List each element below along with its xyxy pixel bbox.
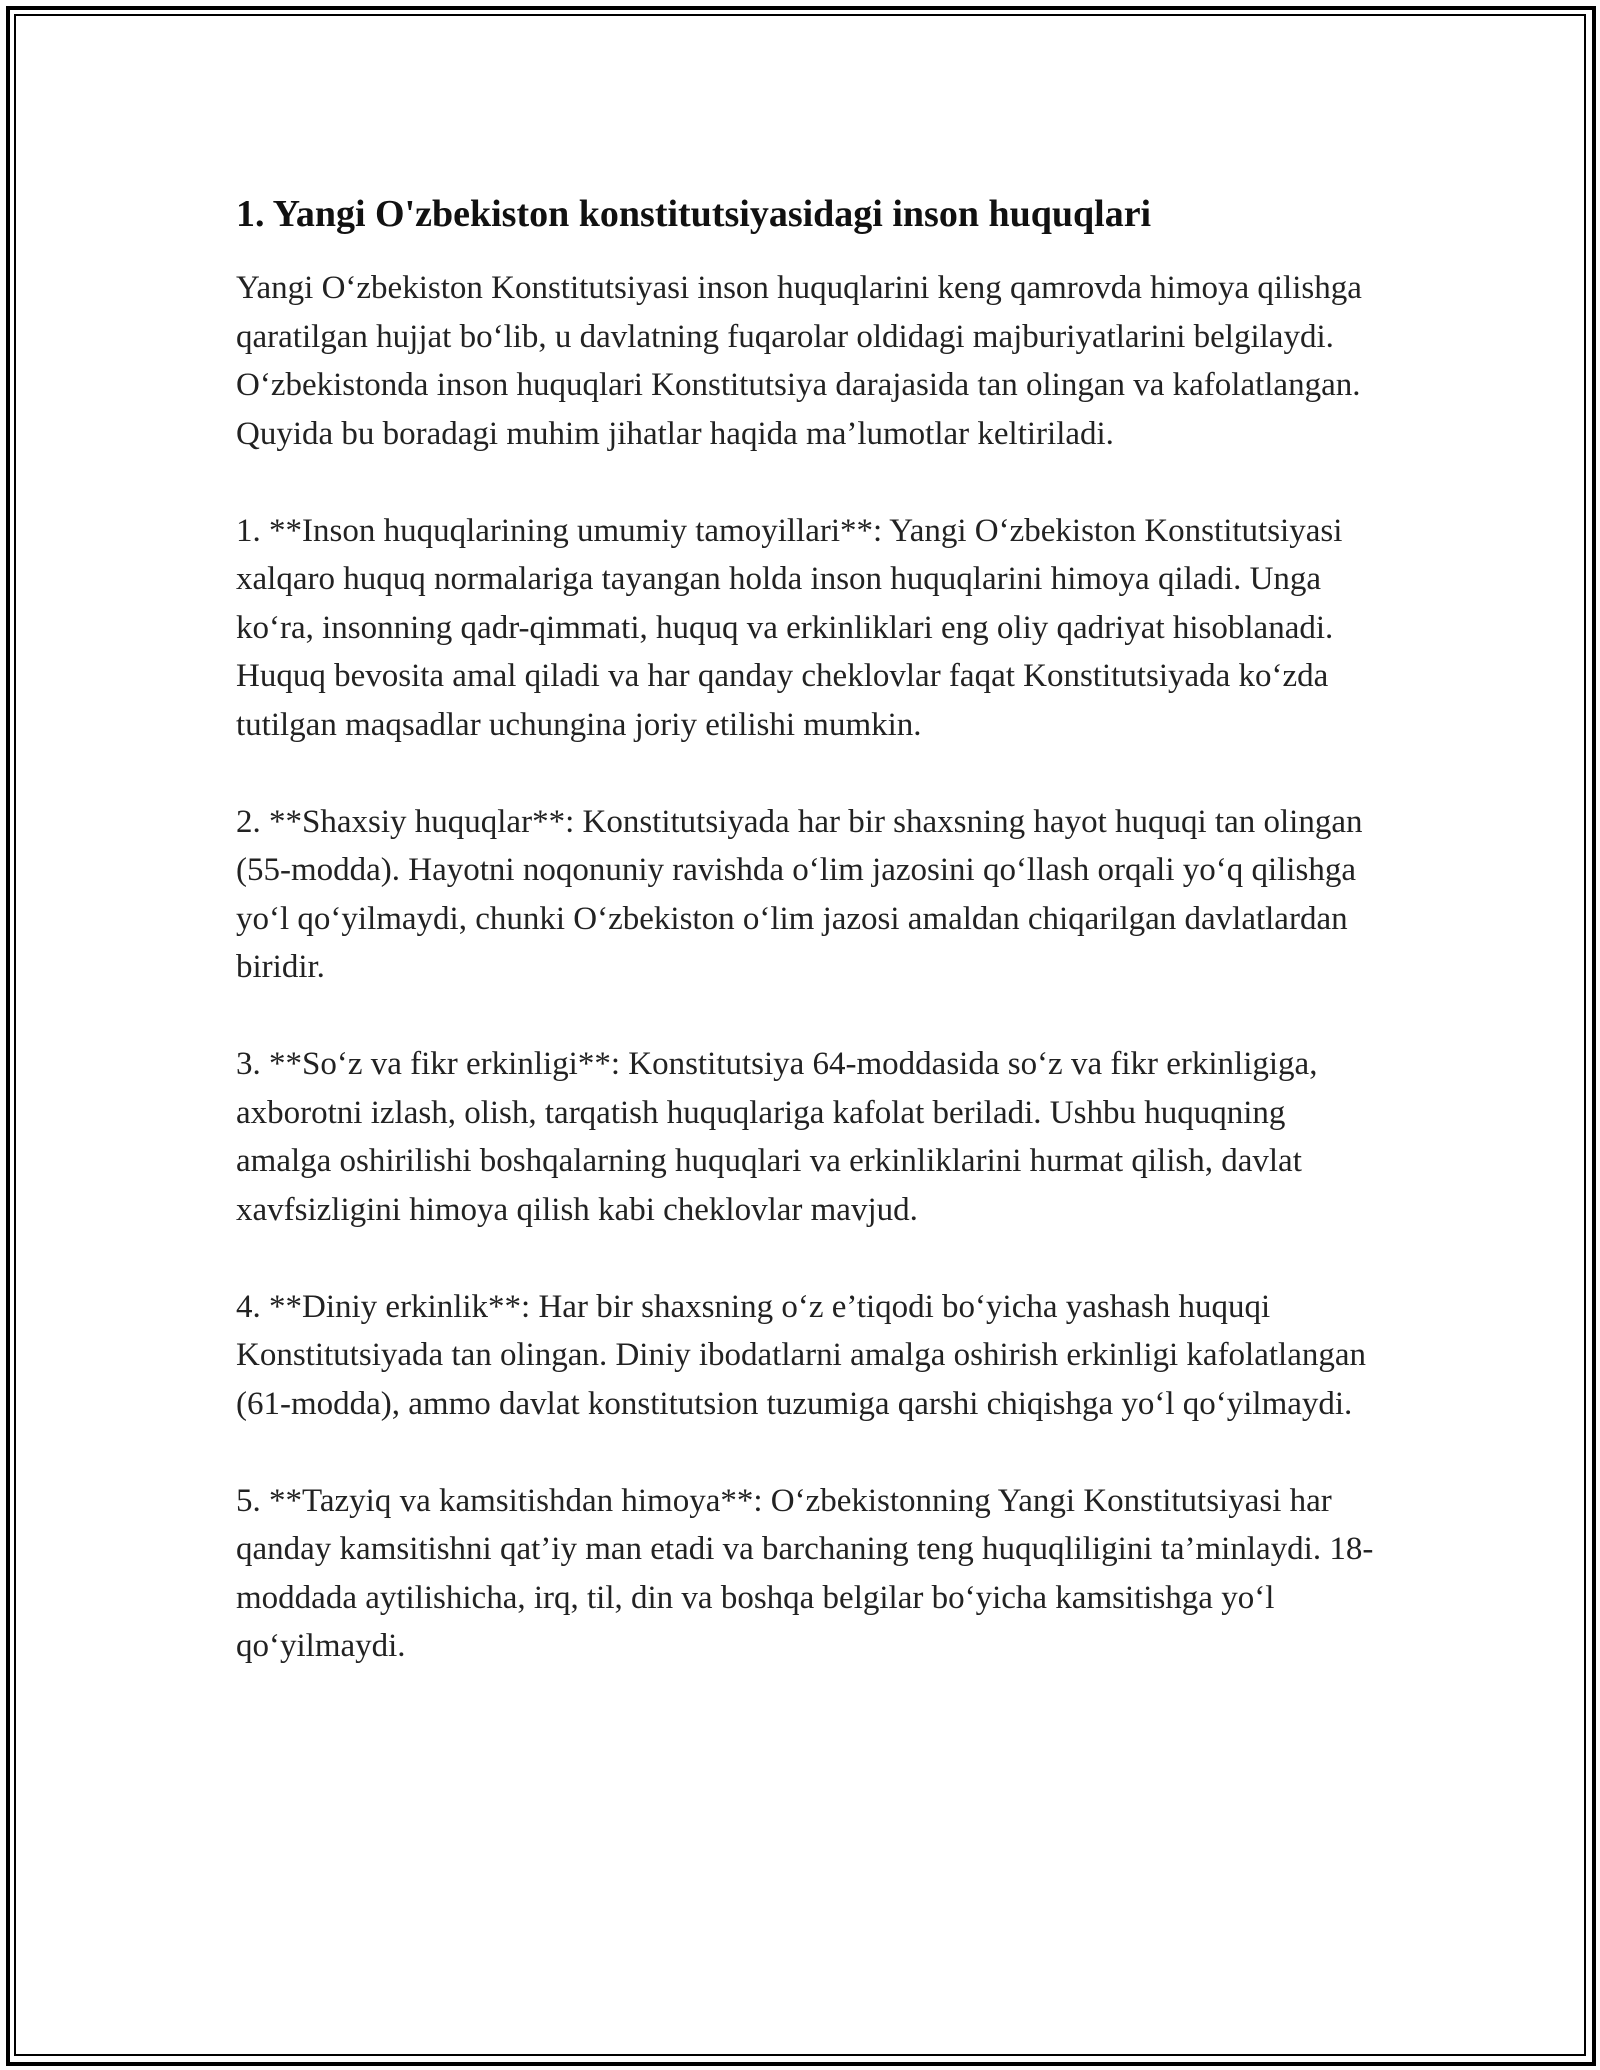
paragraph-religious-freedom: 4. **Diniy erkinlik**: Har bir shaxsning o‘z e’tiqodi bo‘yicha yashash huquqi Konstitutsiyada tan olingan. Diniy ibodatlarni amalga oshirish erkinligi kafolatlangan (61-modda), ammo davlat konstitutsion tuzumiga qarshi chiqishga yo‘l qo‘yilmaydi. (236, 1288, 1367, 1422)
document-body (236, 186, 1386, 1719)
paragraph-general-principles: 1. **Inson huquqlarining umumiy tamoyillari**: Yangi O‘zbekiston Konstitutsiyasi xalqaro huquq normalariga tayangan holda inson huquqlarini himoya qiladi. Unga ko‘ra, insonning qadr-qimmati, huquq va erkinliklari eng oliy qadriyat hisoblanadi. Huquq bevosita amal qiladi va har qanday cheklovlar faqat Konstitutsiyada ko‘zda tutilgan maqsadlar uchungina joriy etilishi mumkin. (236, 512, 1343, 743)
document-title: 1. Yangi O'zbekiston konstitutsiyasidagi inson huquqlari (236, 193, 1152, 235)
intro-paragraph: Yangi O‘zbekiston Konstitutsiyasi inson huquqlarini keng qamrovda himoya qilishga qaratilgan hujjat bo‘lib, u davlatning fuqarolar oldidagi majburiyatlarini belgilaydi. O‘zbekistonda inson huquqlari Konstitutsiya darajasida tan olingan va kafolatlangan. Quyida bu boradagi muhim jihatlar haqida ma’lumotlar keltiriladi. (236, 270, 1362, 452)
paragraph-personal-rights: 2. **Shaxsiy huquqlar**: Konstitutsiyada har bir shaxsning hayot huquqi tan olingan (55-modda). Hayotni noqonuniy ravishda o‘lim jazosini qo‘llash orqali yo‘q qilishga yo‘l qo‘yilmaydi, chunki O‘zbekiston o‘lim jazosi amaldan chiqarilgan davlatlardan biridir. (236, 803, 1363, 985)
paragraph-protection-from-discrimination: 5. **Tazyiq va kamsitishdan himoya**: O‘zbekistonning Yangi Konstitutsiyasi har qanday kamsitishni qat’iy man etadi va barchaning teng huquqliligini ta’minlaydi. 18-moddada aytilishicha, irq, til, din va boshqa belgilar bo‘yicha kamsitishga yo‘l qo‘yilmaydi. (236, 1482, 1374, 1664)
paragraph-freedom-of-speech: 3. **So‘z va fikr erkinligi**: Konstitutsiya 64-moddasida so‘z va fikr erkinligiga, axborotni izlash, olish, tarqatish huquqlariga kafolat beriladi. Ushbu huquqning amalga oshirilishi boshqalarning huquqlari va erkinliklarini hurmat qilish, davlat xavfsizligini himoya qilish kabi cheklovlar mavjud. (236, 1046, 1318, 1228)
